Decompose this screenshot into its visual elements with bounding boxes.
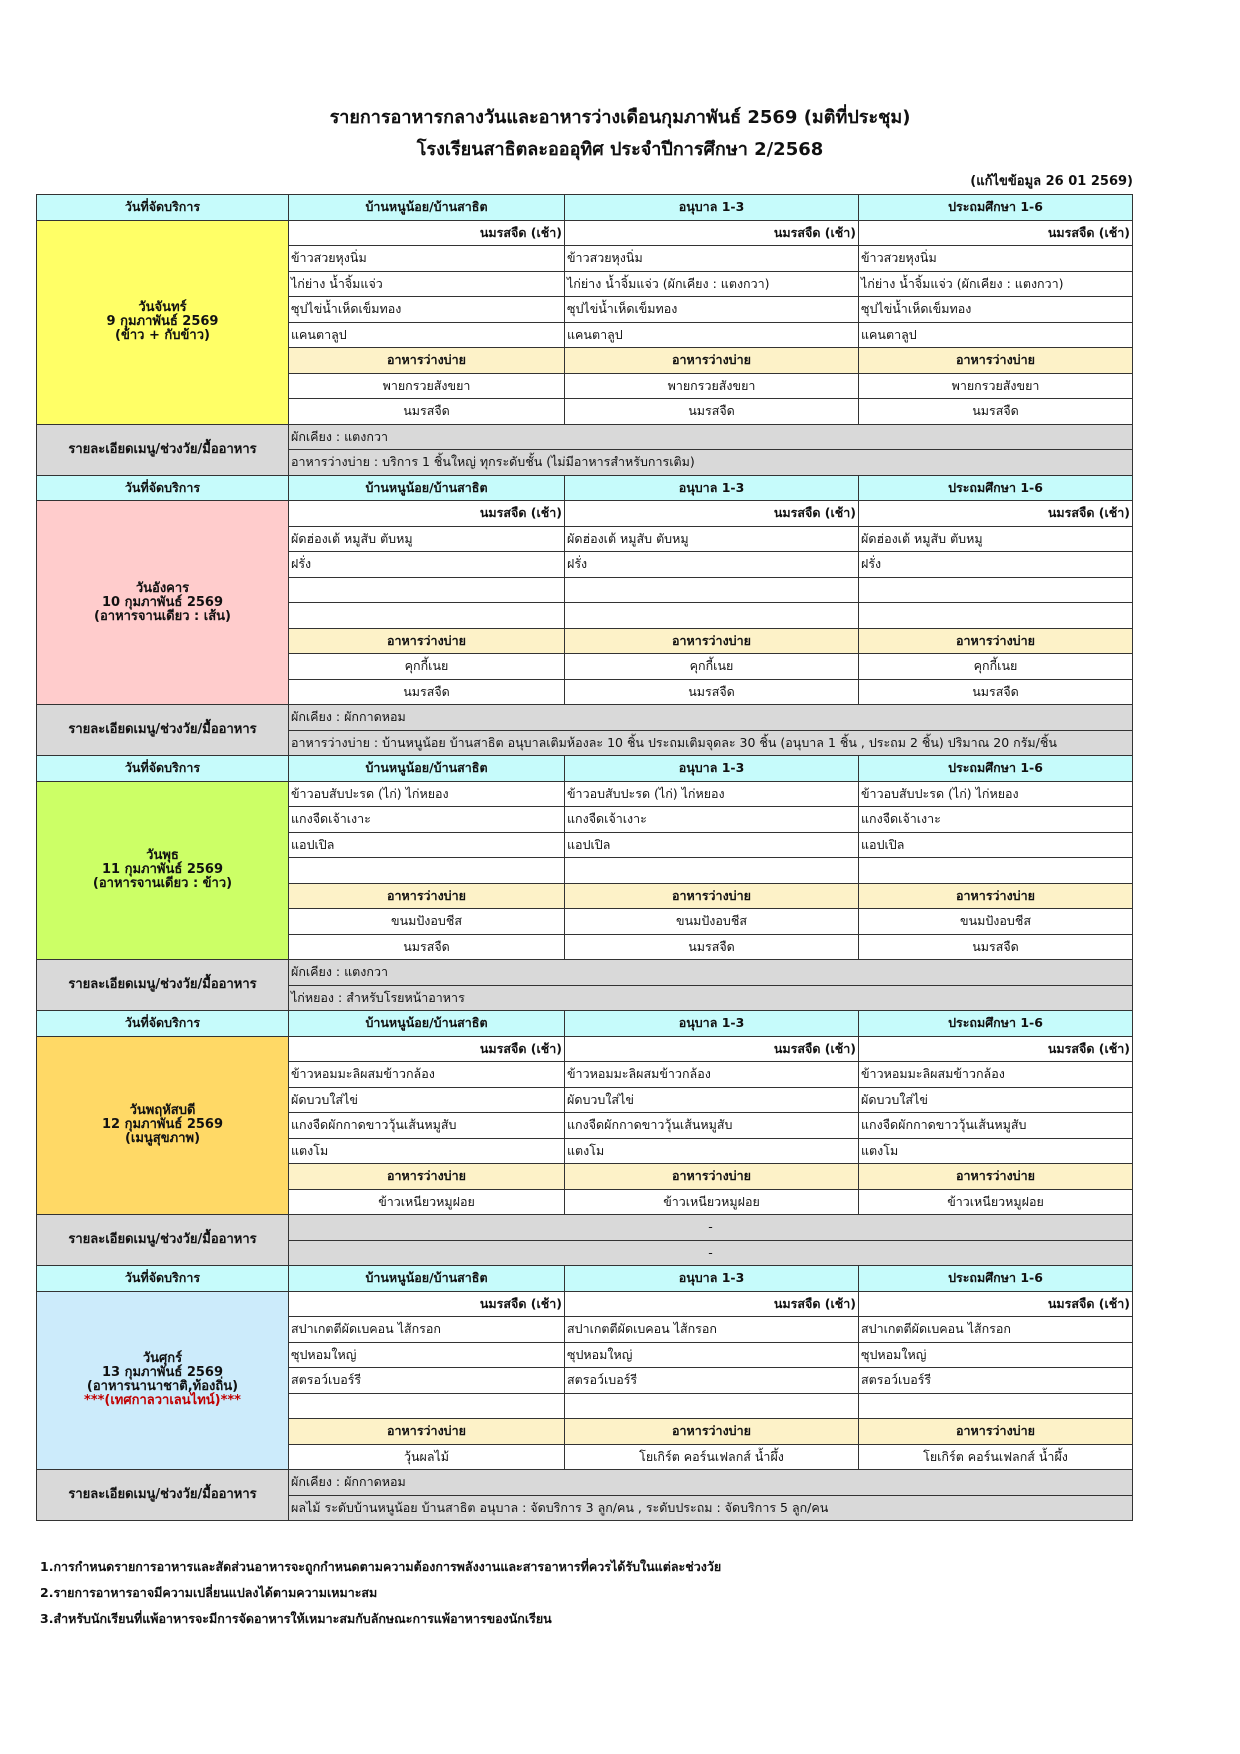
header-date: วันที่จัดบริการ <box>37 756 289 782</box>
page-subtitle: โรงเรียนสาธิตละอออุทิศ ประจำปีการศึกษา 2/2568 <box>416 139 824 160</box>
header-date: วันที่จัดบริการ <box>37 195 289 221</box>
lunch-item-anuban: ซุปหอมใหญ่ <box>565 1342 859 1368</box>
detail-row <box>37 424 1133 450</box>
day-date: 10 กุมภาพันธ์ 2569 <box>101 594 224 610</box>
snack-label-anuban: อาหารว่างบ่าย <box>565 1419 859 1445</box>
detail-line-2: อาหารว่างบ่าย : บ้านหนูน้อย บ้านสาธิต อนุบาลเติมห้องละ 10 ชิ้น ประถมเติมจุดละ 30 ชิ้น (อนุบาล 1 ชิ้น , ประถม 2 ชิ้น) ปริมาณ 20 กรัม/ชิ้น <box>289 730 1133 756</box>
snack-label-baan: อาหารว่างบ่าย <box>289 348 565 374</box>
snack-label-anuban: อาหารว่างบ่าย <box>565 883 859 909</box>
snack-label-baan: อาหารว่างบ่าย <box>289 628 565 654</box>
header-prathom: ประถมศึกษา 1-6 <box>859 475 1133 501</box>
lunch-item-prathom: ซุปไข่น้ำเห็ดเข็มทอง <box>859 297 1133 323</box>
lunch-item-prathom: แคนตาลูป <box>859 322 1133 348</box>
header-row <box>37 1266 1133 1292</box>
day-type: (อาหารนานาชาติ,ท้องถิ่น) <box>86 1379 239 1395</box>
snack-item-prathom: โยเกิร์ต คอร์นเฟลกส์ น้ำผึ้ง <box>859 1444 1133 1470</box>
lunch-item-anuban: สปาเกตตีผัดเบคอน ไส้กรอก <box>565 1317 859 1343</box>
lunch-item-prathom <box>859 603 1133 629</box>
lunch-item-anuban: ข้าวหอมมะลิผสมข้าวกล้อง <box>565 1062 859 1088</box>
milk-morning-prathom: นมรสจืด (เช้า) <box>859 1036 1133 1062</box>
lunch-item-prathom: แกงจืดเจ้าเงาะ <box>859 807 1133 833</box>
milk-morning-anuban: นมรสจืด (เช้า) <box>565 1036 859 1062</box>
snack-item-baan: คุกกี้เนย <box>289 654 565 680</box>
detail-label: รายละเอียดเมนู/ช่วงวัย/มื้ออาหาร <box>37 960 289 1011</box>
lunch-item-prathom: แตงโม <box>859 1138 1133 1164</box>
day-name: วันอังคาร <box>135 580 190 596</box>
snack-item-baan: พายกรวยสังขยา <box>289 373 565 399</box>
snack-label-prathom: อาหารว่างบ่าย <box>859 883 1133 909</box>
header-anuban: อนุบาล 1-3 <box>565 475 859 501</box>
header-anuban: อนุบาล 1-3 <box>565 1011 859 1037</box>
snack-label-baan: อาหารว่างบ่าย <box>289 1164 565 1190</box>
lunch-item-baan <box>289 577 565 603</box>
snack-item-baan: ขนมปังอบชีส <box>289 909 565 935</box>
milk-morning-baan: นมรสจืด (เช้า) <box>289 1291 565 1317</box>
snack-item-prathom: พายกรวยสังขยา <box>859 373 1133 399</box>
milk-morning-baan: นมรสจืด (เช้า) <box>289 1036 565 1062</box>
lunch-item-baan: แตงโม <box>289 1138 565 1164</box>
lunch-item-anuban: แกงจืดผักกาดขาววุ้นเส้นหมูสับ <box>565 1113 859 1139</box>
day-date: 13 กุมภาพันธ์ 2569 <box>101 1365 224 1381</box>
header-baan: บ้านหนูน้อย/บ้านสาธิต <box>289 195 565 221</box>
lunch-item-prathom: ซุปหอมใหญ่ <box>859 1342 1133 1368</box>
snack-item-anuban: โยเกิร์ต คอร์นเฟลกส์ น้ำผึ้ง <box>565 1444 859 1470</box>
header-row <box>37 195 1133 221</box>
lunch-item-baan: ไก่ย่าง น้ำจิ้มแจ่ว <box>289 271 565 297</box>
detail-line-1: ผักเคียง : ผักกาดหอม <box>289 1470 1133 1496</box>
lunch-item-baan: ผัดบวบใส่ไข่ <box>289 1087 565 1113</box>
snack-item-baan: นมรสจืด <box>289 679 565 705</box>
detail-label: รายละเอียดเมนู/ช่วงวัย/มื้ออาหาร <box>37 705 289 756</box>
milk-morning-baan: นมรสจืด (เช้า) <box>289 501 565 527</box>
detail-line-1: ผักเคียง : แตงกวา <box>289 960 1133 986</box>
header-prathom: ประถมศึกษา 1-6 <box>859 1266 1133 1292</box>
lunch-item-baan: ซุปหอมใหญ่ <box>289 1342 565 1368</box>
snack-label-baan: อาหารว่างบ่าย <box>289 1419 565 1445</box>
lunch-item-prathom <box>859 1393 1133 1419</box>
snack-item-anuban: คุกกี้เนย <box>565 654 859 680</box>
lunch-item-anuban <box>565 577 859 603</box>
lunch-item-prathom: สตรอว์เบอร์รี <box>859 1368 1133 1394</box>
snack-label-anuban: อาหารว่างบ่าย <box>565 1164 859 1190</box>
snack-item-anuban: นมรสจืด <box>565 679 859 705</box>
lunch-item-baan: แกงจืดผักกาดขาววุ้นเส้นหมูสับ <box>289 1113 565 1139</box>
day-type: (อาหารจานเดียว : เส้น) <box>94 608 231 624</box>
lunch-item-prathom <box>859 577 1133 603</box>
lunch-item-baan <box>289 1393 565 1419</box>
lunch-item-anuban: ผัดบวบใส่ไข่ <box>565 1087 859 1113</box>
lunch-item-prathom: ผัดฮ่องเต้ หมูสับ ตับหมู <box>859 526 1133 552</box>
lunch-item-anuban: แตงโม <box>565 1138 859 1164</box>
detail-line-2: ผลไม้ ระดับบ้านหนูน้อย บ้านสาธิต อนุบาล : จัดบริการ 3 ลูก/คน , ระดับประถม : จัดบริการ 5 ลูก/คน <box>289 1495 1133 1521</box>
page-title: รายการอาหารกลางวันและอาหารว่างเดือนกุมภาพันธ์ 2569 (มติที่ประชุม) <box>329 107 911 128</box>
milk-morning-prathom: นมรสจืด (เช้า) <box>859 501 1133 527</box>
milk-morning-anuban: นมรสจืด (เช้า) <box>565 220 859 246</box>
lunch-item-baan: ผัดฮ่องเต้ หมูสับ ตับหมู <box>289 526 565 552</box>
lunch-item-baan <box>289 603 565 629</box>
lunch-item-baan: แกงจืดเจ้าเงาะ <box>289 807 565 833</box>
lunch-item-baan: สตรอว์เบอร์รี <box>289 1368 565 1394</box>
lunch-item-prathom: ข้าวหอมมะลิผสมข้าวกล้อง <box>859 1062 1133 1088</box>
snack-item-prathom: ข้าวเหนียวหมูฝอย <box>859 1189 1133 1215</box>
header-date: วันที่จัดบริการ <box>37 1011 289 1037</box>
snack-item-baan: ข้าวเหนียวหมูฝอย <box>289 1189 565 1215</box>
snack-item-anuban: พายกรวยสังขยา <box>565 373 859 399</box>
lunch-item-anuban: สตรอว์เบอร์รี <box>565 1368 859 1394</box>
lunch-item-baan: แอปเปิล <box>289 832 565 858</box>
snack-label-prathom: อาหารว่างบ่าย <box>859 628 1133 654</box>
lunch-item-anuban: ฝรั่ง <box>565 552 859 578</box>
detail-label: รายละเอียดเมนู/ช่วงวัย/มื้ออาหาร <box>37 1470 289 1521</box>
detail-row <box>37 1470 1133 1496</box>
header-anuban: อนุบาล 1-3 <box>565 756 859 782</box>
table-row <box>37 1036 1133 1062</box>
detail-row <box>37 705 1133 731</box>
lunch-item-anuban <box>565 603 859 629</box>
header-baan: บ้านหนูน้อย/บ้านสาธิต <box>289 1011 565 1037</box>
detail-line-1: ผักเคียง : ผักกาดหอม <box>289 705 1133 731</box>
lunch-item-anuban <box>565 858 859 884</box>
snack-item-prathom: นมรสจืด <box>859 399 1133 425</box>
lunch-item-baan: สปาเกตตีผัดเบคอน ไส้กรอก <box>289 1317 565 1343</box>
day-cell-wed <box>37 781 289 960</box>
day-type: (อาหารจานเดียว : ข้าว) <box>92 876 233 892</box>
milk-morning-prathom: นมรสจืด (เช้า) <box>859 1291 1133 1317</box>
detail-row <box>37 960 1133 986</box>
snack-item-anuban: ข้าวเหนียวหมูฝอย <box>565 1189 859 1215</box>
day-cell-tue <box>37 501 289 705</box>
header-row <box>37 756 1133 782</box>
lunch-item-prathom: ผัดบวบใส่ไข่ <box>859 1087 1133 1113</box>
day-name: วันจันทร์ <box>138 300 187 315</box>
milk-morning-anuban: นมรสจืด (เช้า) <box>565 1291 859 1317</box>
detail-line-1: - <box>289 1215 1133 1241</box>
note-2: 2.รายการอาหารอาจมีความเปลี่ยนแปลงได้ตามความเหมาะสม <box>40 1585 378 1600</box>
day-type: (ข้าว + กับข้าว) <box>115 328 210 343</box>
lunch-item-anuban: ข้าวอบสับปะรด (ไก่) ไก่หยอง <box>565 781 859 807</box>
note-3: 3.สำหรับนักเรียนที่แพ้อาหารจะมีการจัดอาหารให้เหมาะสมกับลักษณะการแพ้อาหารของนักเรียน <box>40 1611 552 1626</box>
snack-label-anuban: อาหารว่างบ่าย <box>565 628 859 654</box>
lunch-item-baan: ข้าวสวยหุงนิ่ม <box>289 246 565 272</box>
lunch-item-baan: แคนตาลูป <box>289 322 565 348</box>
day-cell-thu <box>37 1036 289 1215</box>
day-name: วันศุกร์ <box>142 1351 183 1367</box>
table-row <box>37 781 1133 807</box>
header-date: วันที่จัดบริการ <box>37 1266 289 1292</box>
snack-label-prathom: อาหารว่างบ่าย <box>859 348 1133 374</box>
detail-row <box>37 1215 1133 1241</box>
day-type: (เมนูสุขภาพ) <box>124 1131 201 1147</box>
lunch-item-anuban: ข้าวสวยหุงนิ่ม <box>565 246 859 272</box>
snack-label-prathom: อาหารว่างบ่าย <box>859 1164 1133 1190</box>
header-anuban: อนุบาล 1-3 <box>565 195 859 221</box>
snack-label-prathom: อาหารว่างบ่าย <box>859 1419 1133 1445</box>
lunch-item-anuban: แกงจืดเจ้าเงาะ <box>565 807 859 833</box>
milk-morning-anuban: นมรสจืด (เช้า) <box>565 501 859 527</box>
header-row <box>37 1011 1133 1037</box>
milk-morning-baan: นมรสจืด (เช้า) <box>289 220 565 246</box>
snack-item-prathom: นมรสจืด <box>859 934 1133 960</box>
lunch-item-baan: ซุปไข่น้ำเห็ดเข็มทอง <box>289 297 565 323</box>
snack-item-anuban: นมรสจืด <box>565 934 859 960</box>
header-prathom: ประถมศึกษา 1-6 <box>859 756 1133 782</box>
snack-item-baan: วุ้นผลไม้ <box>289 1444 565 1470</box>
detail-line-1: ผักเคียง : แตงกวา <box>289 424 1133 450</box>
snack-label-baan: อาหารว่างบ่าย <box>289 883 565 909</box>
lunch-item-prathom: ข้าวสวยหุงนิ่ม <box>859 246 1133 272</box>
day-name: วันพุธ <box>146 848 179 864</box>
header-baan: บ้านหนูน้อย/บ้านสาธิต <box>289 756 565 782</box>
day-cell-mon <box>37 220 289 424</box>
snack-item-prathom: นมรสจืด <box>859 679 1133 705</box>
lunch-item-anuban <box>565 1393 859 1419</box>
table-row <box>37 220 1133 246</box>
note-1: 1.การกำหนดรายการอาหารและสัดส่วนอาหารจะถูกกำหนดตามความต้องการพลังงานและสารอาหารที่ควรได้รับในแต่ละช่วงวัย <box>40 1559 722 1574</box>
detail-line-2: ไก่หยอง : สำหรับโรยหน้าอาหาร <box>289 985 1133 1011</box>
lunch-item-baan: ฝรั่ง <box>289 552 565 578</box>
snack-item-anuban: ขนมปังอบชีส <box>565 909 859 935</box>
menu-table <box>36 194 1133 1521</box>
table-row <box>37 1291 1133 1317</box>
lunch-item-anuban: แคนตาลูป <box>565 322 859 348</box>
lunch-item-prathom <box>859 858 1133 884</box>
snack-item-anuban: นมรสจืด <box>565 399 859 425</box>
header-row <box>37 475 1133 501</box>
day-date: 9 กุมภาพันธ์ 2569 <box>106 314 219 329</box>
header-prathom: ประถมศึกษา 1-6 <box>859 195 1133 221</box>
header-date: วันที่จัดบริการ <box>37 475 289 501</box>
header-baan: บ้านหนูน้อย/บ้านสาธิต <box>289 1266 565 1292</box>
day-name: วันพฤหัสบดี <box>129 1103 196 1119</box>
lunch-item-prathom: แอปเปิล <box>859 832 1133 858</box>
detail-line-2: อาหารว่างบ่าย : บริการ 1 ชิ้นใหญ่ ทุกระดับชั้น (ไม่มีอาหารสำหรับการเติม) <box>289 450 1133 476</box>
snack-item-prathom: คุกกี้เนย <box>859 654 1133 680</box>
milk-morning-prathom: นมรสจืด (เช้า) <box>859 220 1133 246</box>
detail-label: รายละเอียดเมนู/ช่วงวัย/มื้ออาหาร <box>37 1215 289 1266</box>
detail-line-2: - <box>289 1240 1133 1266</box>
lunch-item-anuban: ไก่ย่าง น้ำจิ้มแจ่ว (ผักเคียง : แตงกวา) <box>565 271 859 297</box>
header-anuban: อนุบาล 1-3 <box>565 1266 859 1292</box>
detail-label: รายละเอียดเมนู/ช่วงวัย/มื้ออาหาร <box>37 424 289 475</box>
header-prathom: ประถมศึกษา 1-6 <box>859 1011 1133 1037</box>
lunch-item-prathom: สปาเกตตีผัดเบคอน ไส้กรอก <box>859 1317 1133 1343</box>
day-date: 11 กุมภาพันธ์ 2569 <box>101 862 224 878</box>
day-extra: ***(เทศกาลวาเลนไทน์)*** <box>84 1393 241 1409</box>
snack-item-prathom: ขนมปังอบชีส <box>859 909 1133 935</box>
day-cell-fri <box>37 1291 289 1470</box>
lunch-item-prathom: ไก่ย่าง น้ำจิ้มแจ่ว (ผักเคียง : แตงกวา) <box>859 271 1133 297</box>
lunch-item-baan <box>289 858 565 884</box>
lunch-item-baan: ข้าวอบสับปะรด (ไก่) ไก่หยอง <box>289 781 565 807</box>
lunch-item-anuban: แอปเปิล <box>565 832 859 858</box>
lunch-item-prathom: ข้าวอบสับปะรด (ไก่) ไก่หยอง <box>859 781 1133 807</box>
table-row <box>37 501 1133 527</box>
lunch-item-anuban: ซุปไข่น้ำเห็ดเข็มทอง <box>565 297 859 323</box>
snack-item-baan: นมรสจืด <box>289 399 565 425</box>
revision-note: (แก้ไขข้อมูล 26 01 2569) <box>970 174 1133 189</box>
day-date: 12 กุมภาพันธ์ 2569 <box>101 1117 224 1133</box>
snack-label-anuban: อาหารว่างบ่าย <box>565 348 859 374</box>
lunch-item-anuban: ผัดฮ่องเต้ หมูสับ ตับหมู <box>565 526 859 552</box>
header-baan: บ้านหนูน้อย/บ้านสาธิต <box>289 475 565 501</box>
lunch-item-prathom: แกงจืดผักกาดขาววุ้นเส้นหมูสับ <box>859 1113 1133 1139</box>
lunch-item-prathom: ฝรั่ง <box>859 552 1133 578</box>
lunch-item-baan: ข้าวหอมมะลิผสมข้าวกล้อง <box>289 1062 565 1088</box>
snack-item-baan: นมรสจืด <box>289 934 565 960</box>
